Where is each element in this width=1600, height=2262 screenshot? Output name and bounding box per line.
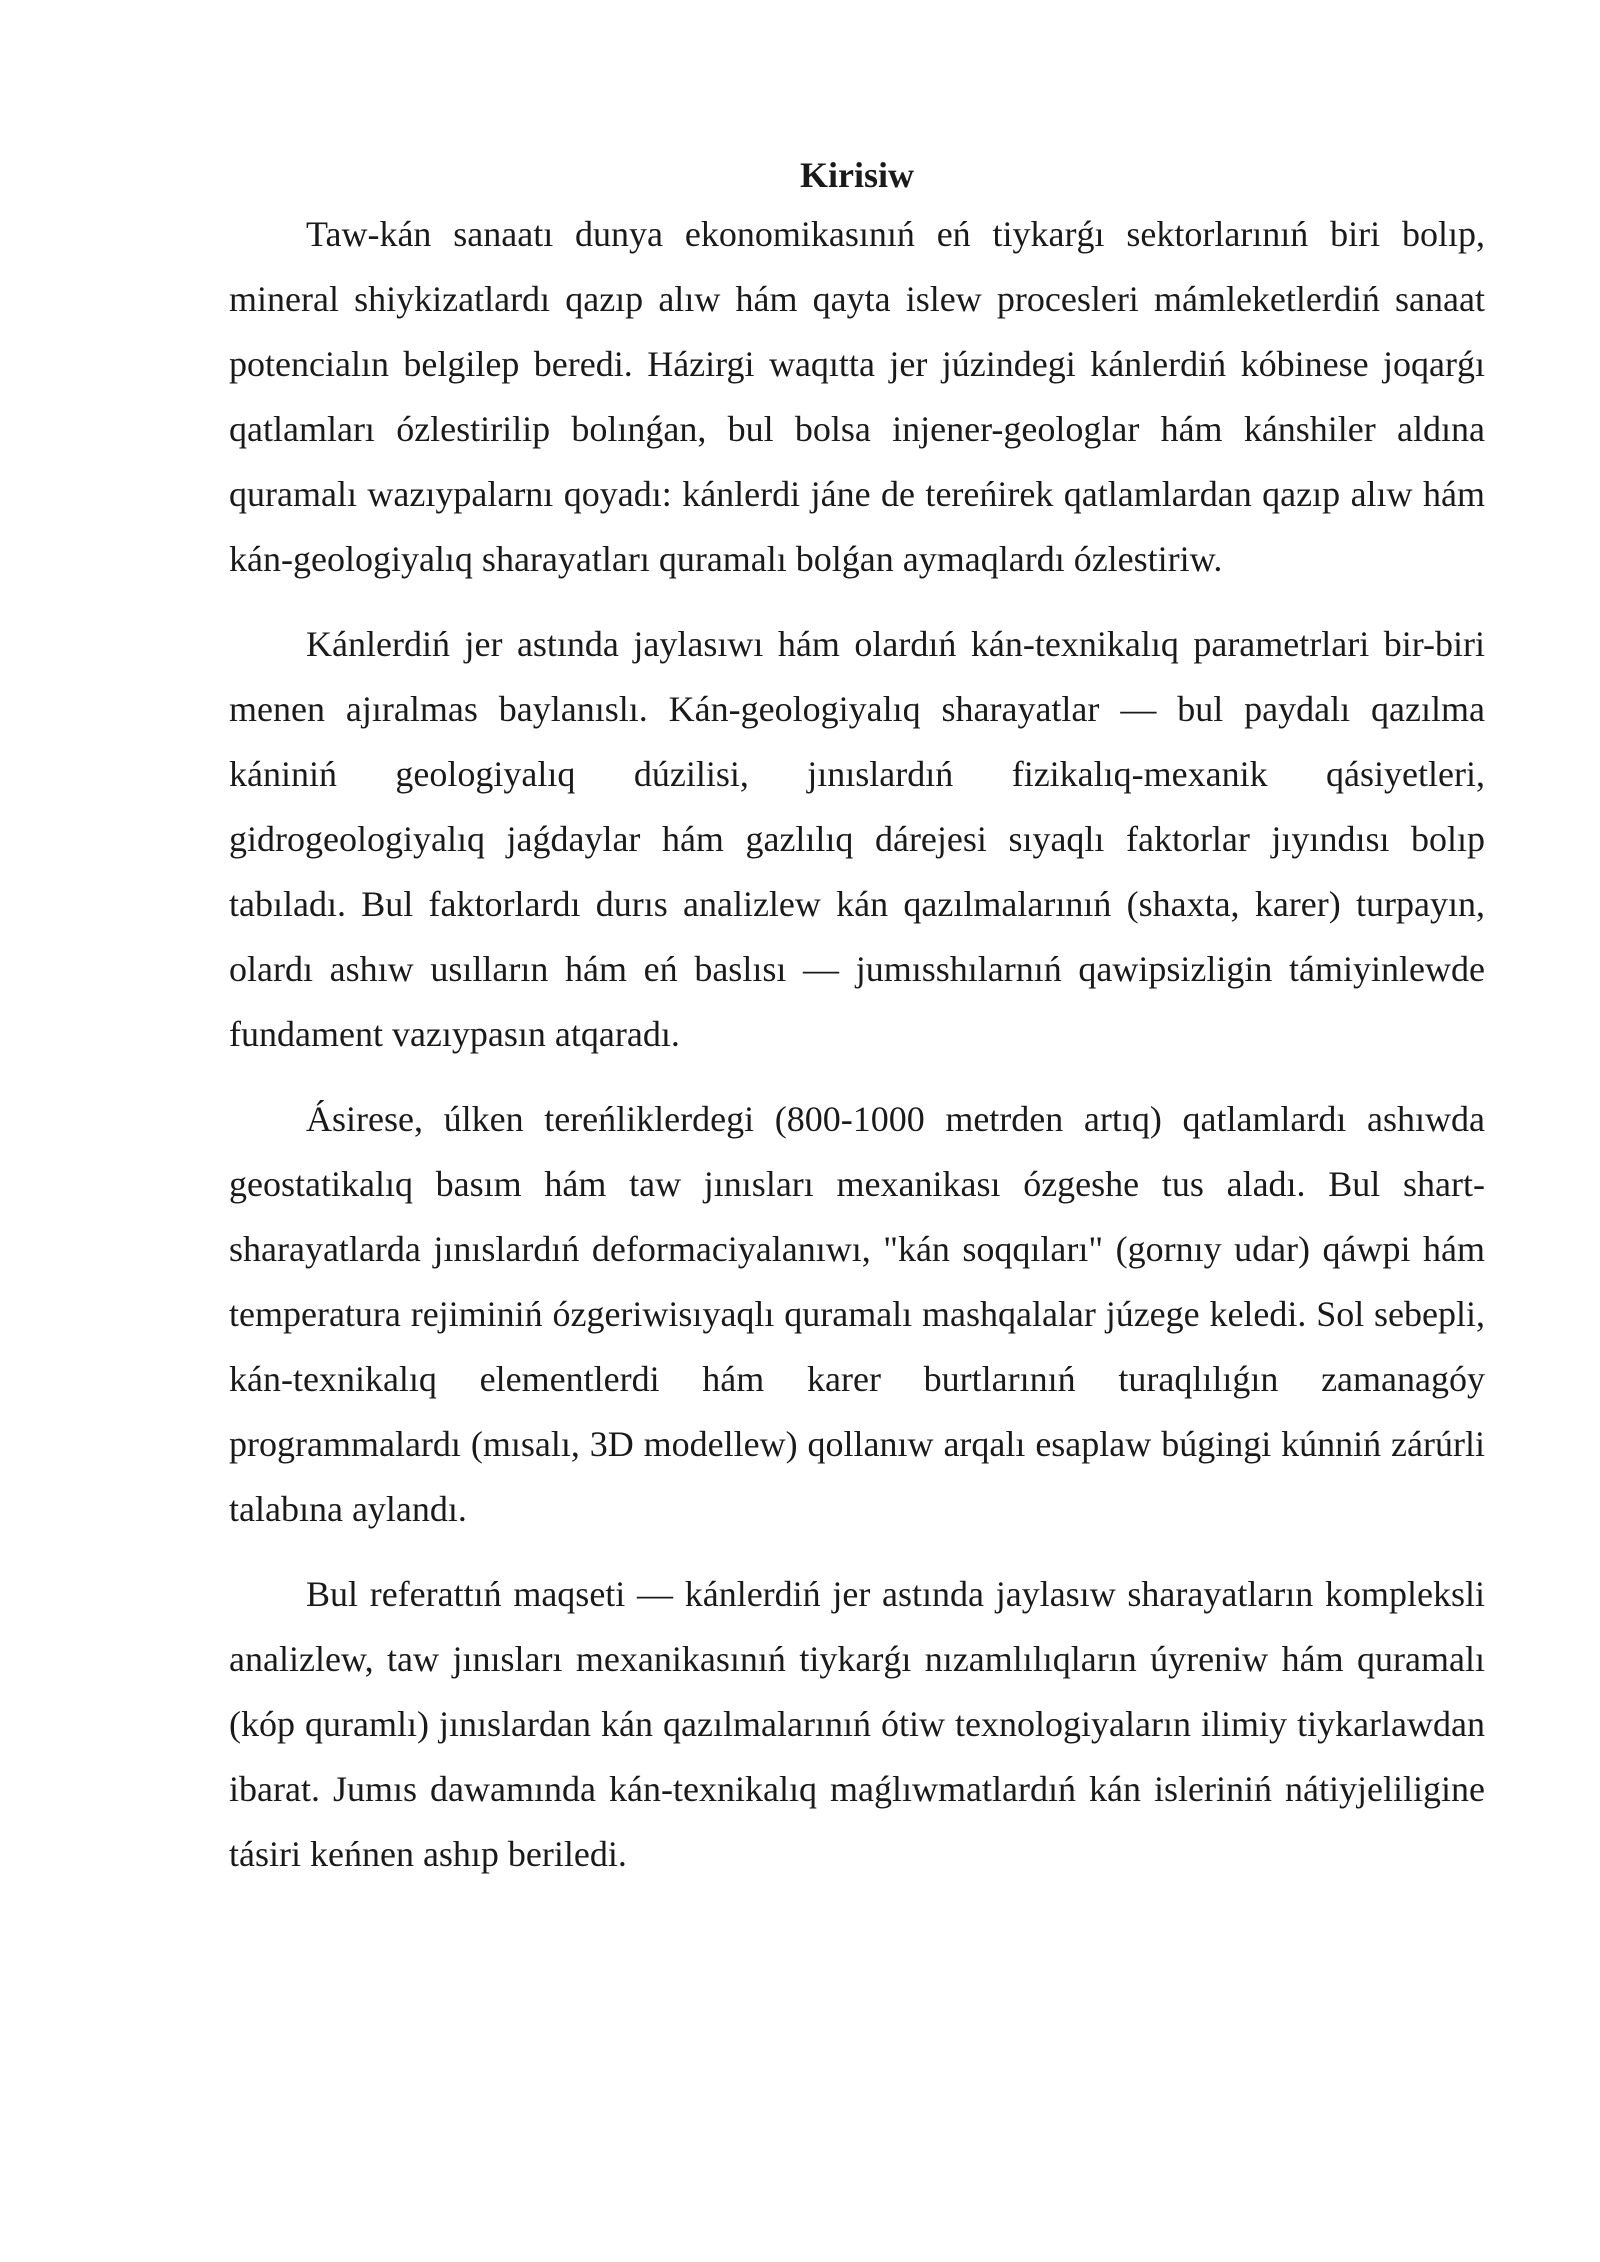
paragraph-2: Kánlerdiń jer astında jaylasıwı hám olardıń kán-texnikalıq parametrlari bir-biri menen ajıralmas baylanıslı. Kán-geologiyalıq sharayatlar — bul paydalı qazılma kániniń geologiyalıq dúzilisi, jınıslardıń fizikalıq-mexanik qásiyetleri, gidrogeologiyalıq jaǵdaylar hám gazlılıq dárejesi sıyaqlı faktorlar jıyındısı bolıp tabıladı. Bul faktorlardı durıs analizlew kán qazılmalarınıń (shaxta, karer) turpayın, olardı ashıw usılların hám eń baslısı — jumısshılarnıń qawipsizligin támiyinlewde fundament vazıypasın atqaradı. xyxy=(229,624,1485,1054)
document-title: Kirisiw xyxy=(800,155,914,195)
document-body xyxy=(229,148,1485,1887)
paragraph-3: Ásirese, úlken tereńliklerdegi (800-1000 metrden artıq) qatlamlardı ashıwda geostatikalıq basım hám taw jınısları mexanikası ózgeshe tus aladı. Bul shart-sharayatlarda jınıslardıń deformaciyalanıwı, "kán soqqıları" (gornıy udar) qáwpi hám temperatura rejiminiń ózgeriwisıyaqlı quramalı mashqalalar júzege keledi. Sol sebepli, kán-texnikalıq elementlerdi hám karer burtlarınıń turaqlılıǵın zamanagóy programmalardı (mısalı, 3D modellew) qollanıw arqalı esaplaw búgingi kúnniń zárúrli talabına aylandı. xyxy=(229,1099,1485,1529)
paragraph-4: Bul referattıń maqseti — kánlerdiń jer astında jaylasıw sharayatların kompleksli analizlew, taw jınısları mexanikasınıń tiykarǵı nızamlılıqların úyreniw hám quramalı (kóp quramlı) jınıslardan kán qazılmalarınıń ótiw texnologiyaların ilimiy tiykarlawdan ibarat. Jumıs dawamında kán-texnikalıq maǵlıwmatlardıń kán isleriniń nátiyjeliligine tásiri keńnen ashıp beriledi. xyxy=(229,1574,1485,1874)
paragraph-1: Taw-kán sanaatı dunya ekonomikasınıń eń tiykarǵı sektorlarınıń biri bolıp, mineral shiykizatlardı qazıp alıw hám qayta islew procesleri mámleketlerdiń sanaat potencialın belgilep beredi. Házirgi waqıtta jer júzindegi kánlerdiń kóbinese joqarǵı qatlamları ózlestirilip bolınǵan, bul bolsa injener-geologlar hám kánshiler aldına quramalı wazıypalarnı qoyadı: kánlerdi jáne de tereńirek qatlamlardan qazıp alıw hám kán-geologiyalıq sharayatları quramalı bolǵan aymaqlardı ózlestiriw. xyxy=(229,214,1485,579)
